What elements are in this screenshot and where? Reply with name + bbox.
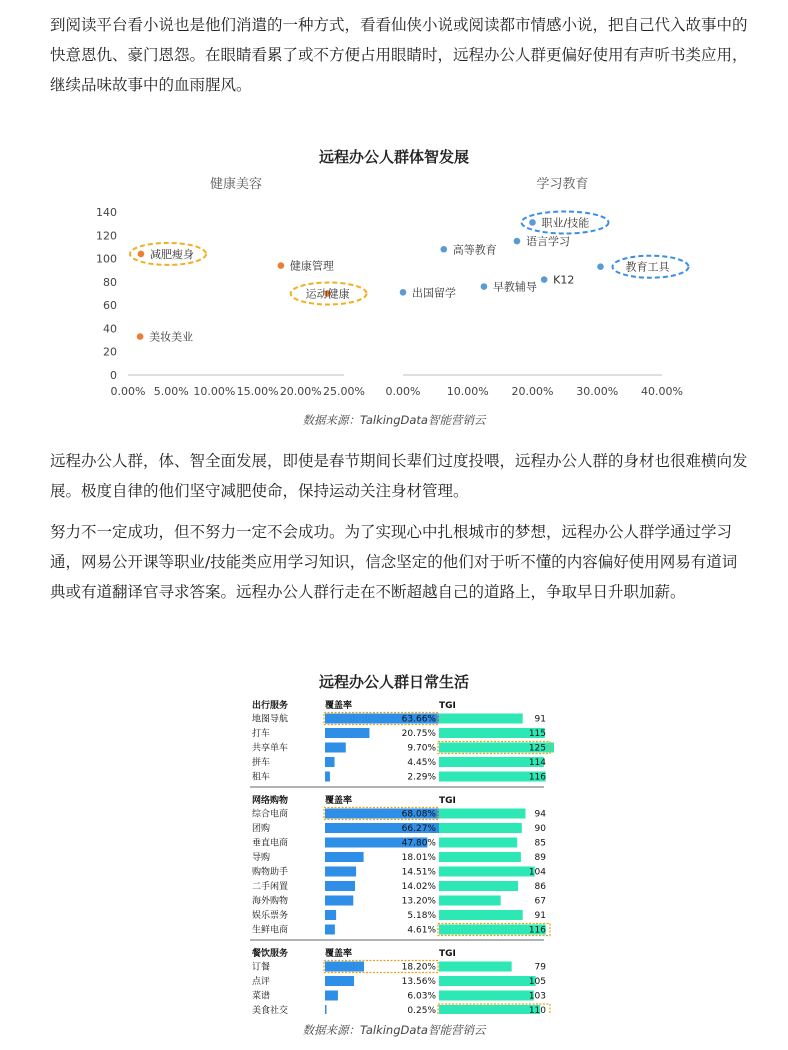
data-point [278,262,285,269]
row-label: 娱乐票务 [252,911,289,921]
x-tick-label: 15.00% [236,385,279,398]
coverage-value: 14.51% [401,867,436,878]
data-label: 语言学习 [525,235,570,249]
data-point [400,289,407,296]
coverage-value: 18.01% [401,853,436,863]
group-header: 网络购物 [252,796,289,806]
tgi-bar [439,838,517,848]
tgi-chart-title: 远程办公人群日常生活 [318,673,469,691]
coverage-bar [325,772,330,782]
tgi-bar [439,1005,540,1014]
coverage-bar [325,881,355,891]
coverage-value: 20.75% [401,729,436,739]
data-label: 健康管理 [289,259,334,273]
data-label: 减肥瘦身 [149,247,194,261]
coverage-bar [325,962,364,972]
y-tick-label: 40 [103,322,117,336]
panel-title: 学习教育 [536,177,589,192]
coverage-value: 2.29% [407,772,436,783]
group-header: 餐饮服务 [252,949,289,959]
data-label: 运动健康 [305,287,350,301]
tgi-value: 115 [528,729,546,739]
tgi-bar [439,881,518,891]
x-tick-label: 0.00% [110,385,146,398]
data-point [597,263,604,270]
row-label: 地图导航 [252,714,289,725]
coverage-value: 14.02% [401,882,436,892]
tgi-value: 105 [528,977,546,987]
tgi-header: TGI [439,949,456,959]
data-point [514,238,521,245]
row-label: 订餐 [252,962,271,973]
x-tick-label: 30.00% [576,385,619,398]
data-label: K12 [553,273,575,287]
coverage-value: 68.08% [401,809,436,820]
coverage-value: 47.80% [401,838,436,849]
coverage-bar [325,743,346,753]
tgi-bar [439,867,535,877]
coverage-bar [325,925,335,935]
row-label: 团购 [252,824,271,834]
coverage-value: 18.20% [401,962,436,973]
tgi-bar [439,852,521,862]
x-tick-label: 25.00% [323,385,365,398]
y-tick-label: 140 [96,206,117,219]
row-label: 菜谱 [252,991,271,1002]
coverage-header: 覆盖率 [325,701,353,711]
tgi-bar [439,809,525,819]
tgi-value: 79 [534,962,546,973]
tgi-value: 103 [528,991,546,1002]
row-label: 购物助手 [252,867,289,878]
data-point [529,219,536,226]
coverage-value: 66.27% [401,824,436,834]
panel-title: 健康美容 [209,177,263,192]
tgi-value: 116 [528,772,546,783]
row-label: 共享单车 [252,743,289,754]
tgi-value: 89 [534,853,546,863]
coverage-bar [325,976,354,986]
data-point [138,251,145,258]
data-label: 职业/技能 [541,216,590,230]
tgi-bar [439,991,534,1001]
paragraph-learning: 努力不一定成功，但不努力一定不会成功。为了实现心中扎根城市的梦想，远程办公人群学通过学习通，网易公开课等职业/技能类应用学习知识，信念坚定的他们对于听不懂的内容偏好使用网易有道词典或有道翻译官寻求答案。远程办公人群行走在不断超越自己的道路上，争取早日升职加薪。 [50,523,738,601]
coverage-header: 覆盖率 [325,796,353,806]
scatter-chart-title: 远程办公人群体智发展 [318,148,469,166]
coverage-bar [325,867,356,877]
tgi-coverage-chart [248,694,558,1014]
coverage-value: 9.70% [407,743,436,754]
scatter-chart-source: 数据来源：TalkingData智能营销云 [302,413,486,427]
row-label: 垂直电商 [252,838,289,849]
row-label: 导购 [252,853,271,863]
row-label: 生鲜电商 [252,925,289,936]
coverage-value: 5.18% [407,911,436,921]
data-label: 出国留学 [412,286,456,300]
tgi-bar [439,823,522,833]
data-label: 美妆美业 [149,330,194,344]
coverage-bar [325,1005,327,1014]
tgi-value: 91 [534,911,546,921]
y-tick-label: 20 [103,345,117,359]
coverage-bar [325,991,338,1001]
coverage-bar [325,852,364,862]
y-tick-label: 100 [96,252,117,266]
y-tick-label: 60 [103,299,117,313]
tgi-value: 116 [528,925,546,936]
tgi-header: TGI [439,796,456,806]
scatter-chart [80,170,700,405]
coverage-bar [325,757,335,767]
tgi-bar [439,896,501,906]
x-tick-label: 0.00% [385,385,421,398]
tgi-value: 110 [528,1006,546,1014]
data-label: 早教辅导 [492,280,537,294]
tgi-header: TGI [439,701,456,711]
tgi-value: 91 [534,714,546,725]
y-tick-label: 120 [96,229,117,243]
tgi-bar [439,910,523,920]
row-label: 打车 [252,729,271,739]
coverage-value: 13.20% [401,896,436,907]
data-point [137,333,144,340]
tgi-value: 67 [534,896,546,907]
data-point [440,246,447,253]
tgi-bar [439,714,523,724]
tgi-chart-source: 数据来源：TalkingData智能营销云 [302,1023,486,1037]
row-label: 海外购物 [252,896,289,907]
row-label: 综合电商 [252,809,289,820]
data-point [541,276,548,283]
coverage-value: 63.66% [401,714,436,725]
x-tick-label: 10.00% [446,385,489,398]
x-tick-label: 20.00% [511,385,554,398]
tgi-value: 86 [534,882,546,892]
data-label: 教育工具 [625,260,670,274]
coverage-value: 4.45% [407,758,436,768]
data-point [481,283,488,290]
coverage-value: 13.56% [401,977,436,987]
tgi-bar [439,962,512,972]
x-tick-label: 40.00% [641,385,683,398]
coverage-bar [325,896,353,906]
tgi-value: 90 [534,824,546,834]
tgi-value: 104 [528,867,546,878]
coverage-value: 4.61% [407,925,436,936]
y-tick-label: 0 [110,369,117,382]
y-tick-label: 80 [103,275,117,289]
group-header: 出行服务 [252,701,289,711]
coverage-value: 6.03% [407,991,436,1002]
row-label: 租车 [252,772,271,783]
coverage-header: 覆盖率 [325,949,353,959]
row-label: 美食社交 [252,1006,289,1014]
tgi-value: 114 [528,758,546,768]
x-tick-label: 10.00% [193,385,236,398]
paragraph-fitness: 远程办公人群，体、智全面发展，即使是春节期间长辈们过度投喂，远程办公人群的身材也很难横向发展。极度自律的他们坚守减肥使命，保持运动关注身材管理。 [50,452,748,500]
paragraph-reading: 到阅读平台看小说也是他们消遣的一种方式，看看仙侠小说或阅读都市情感小说，把自己代入故事中的快意恩仇、豪门恩怨。在眼睛看累了或不方便占用眼睛时，远程办公人群更偏好使用有声听书类应用，继续品味故事中的血雨腥风。 [50,16,748,94]
x-tick-label: 5.00% [153,385,189,398]
coverage-bar [325,728,369,738]
coverage-value: 0.25% [407,1006,436,1014]
row-label: 点评 [252,977,271,987]
tgi-value: 85 [534,838,546,849]
row-label: 二手闲置 [252,882,289,892]
x-tick-label: 20.00% [279,385,322,398]
row-label: 拼车 [252,758,271,768]
tgi-value: 94 [534,809,546,820]
coverage-bar [325,910,336,920]
tgi-bar [439,976,536,986]
data-label: 高等教育 [452,243,497,257]
tgi-value: 125 [528,743,546,754]
